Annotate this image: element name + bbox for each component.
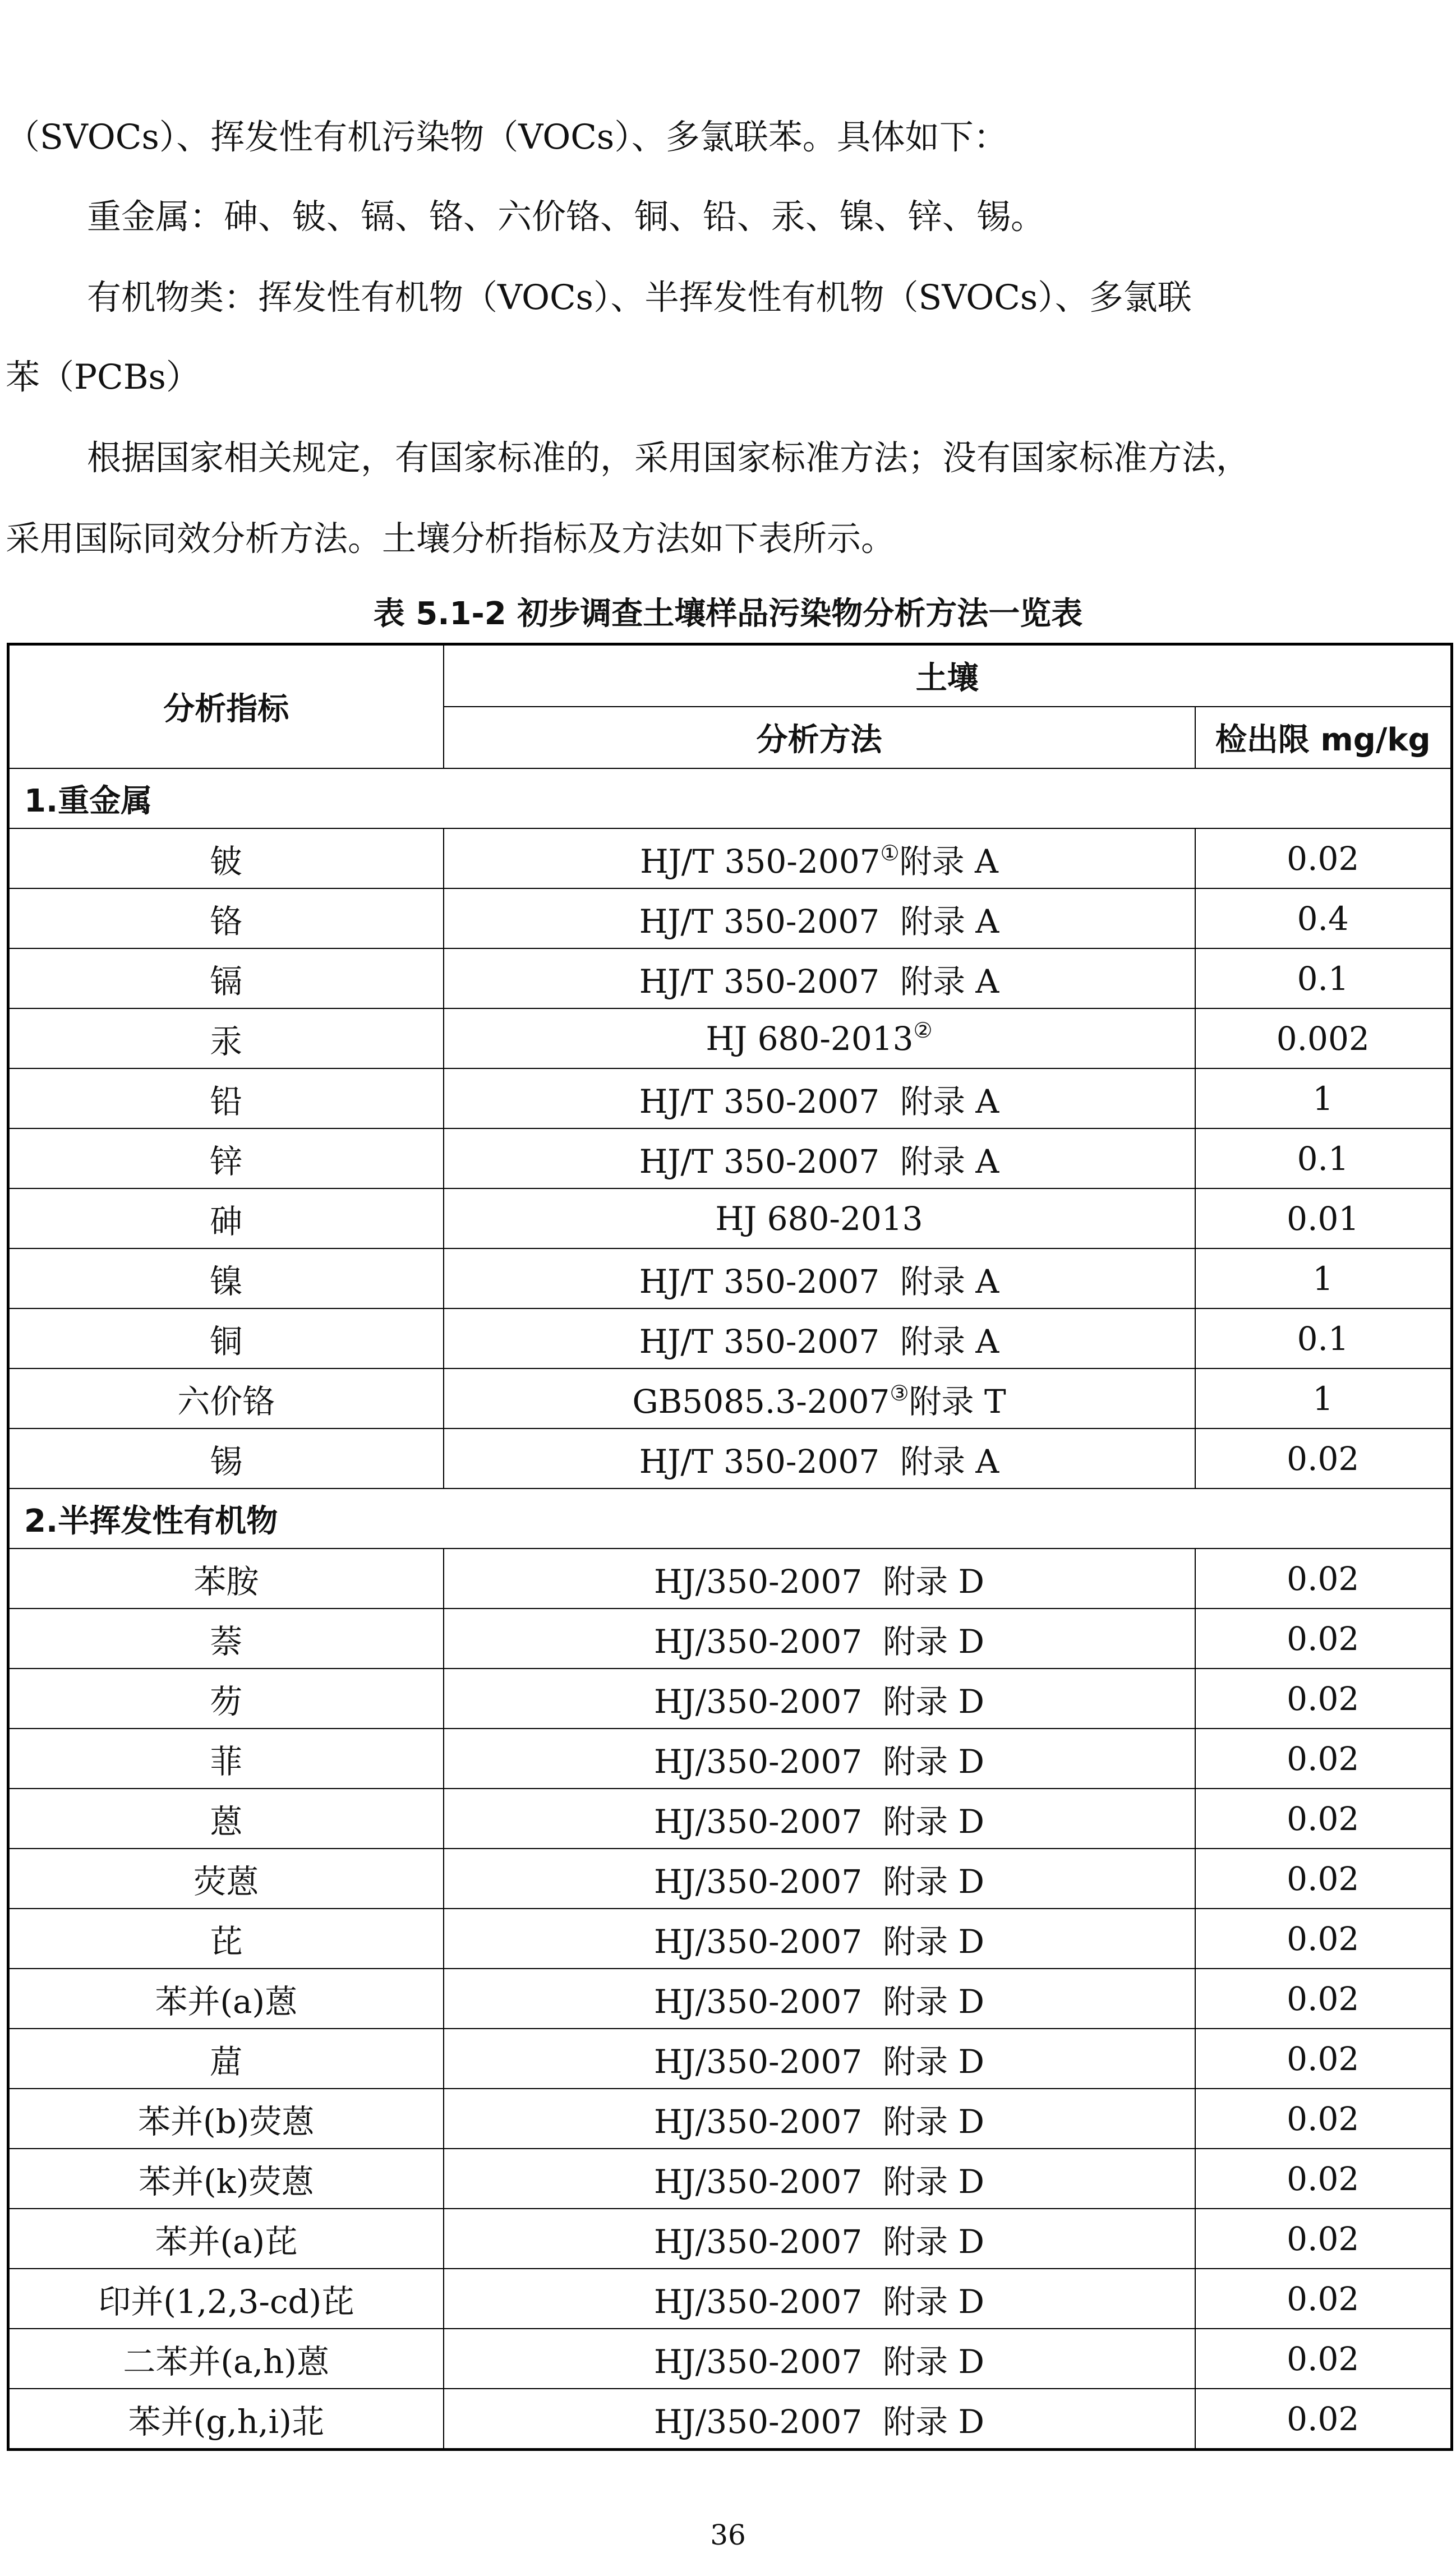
method-appendix: 附录 A — [899, 842, 998, 881]
method-standard: GB5085.3-2007 — [632, 1382, 890, 1421]
section-row — [8, 1488, 1452, 1549]
detection-limit-cell: 0.002 — [1195, 1008, 1452, 1068]
method-standard: HJ/T 350-2007 — [639, 1142, 880, 1181]
indicator-cell: 蒽 — [8, 1789, 444, 1849]
method-appendix: 附录 D — [883, 2402, 985, 2441]
table-row — [8, 1729, 1452, 1789]
method-appendix: 附录 D — [883, 1682, 985, 1721]
detection-limit-cell: 0.02 — [1195, 2269, 1452, 2329]
method-cell — [444, 1969, 1195, 2029]
method-cell — [444, 2209, 1195, 2269]
method-standard: HJ/350-2007 — [653, 2042, 863, 2081]
table-row — [8, 1428, 1452, 1488]
method-cell — [444, 2089, 1195, 2149]
indicator-cell: 苯并(b)荧蒽 — [8, 2089, 444, 2149]
method-cell — [444, 1609, 1195, 1669]
detection-limit-cell: 0.02 — [1195, 828, 1452, 888]
table-row — [8, 2209, 1452, 2269]
indicator-cell: 六价铬 — [8, 1368, 444, 1428]
method-cell — [444, 2029, 1195, 2089]
method-appendix: 附录 A — [900, 1442, 999, 1481]
table-row — [8, 1849, 1452, 1909]
method-standard: HJ 680-2013 — [715, 1199, 923, 1238]
method-appendix: 附录 D — [883, 1922, 985, 1961]
indicator-cell: 汞 — [8, 1008, 444, 1068]
method-cell — [444, 1789, 1195, 1849]
table-row — [8, 2329, 1452, 2389]
detection-limit-cell: 0.02 — [1195, 1549, 1452, 1609]
method-appendix: 附录 D — [883, 1622, 985, 1661]
indicator-cell: 苯并(k)荧蒽 — [8, 2149, 444, 2209]
method-cell — [444, 1008, 1195, 1068]
table-row — [8, 1008, 1452, 1068]
paragraph-standards-line1: 根据国家相关规定，有国家标准的，采用国家标准方法；没有国家标准方法， — [87, 438, 1251, 478]
indicator-cell: 芴 — [8, 1669, 444, 1729]
method-appendix: 附录 D — [883, 2042, 985, 2081]
method-standard: HJ/350-2007 — [653, 2162, 863, 2201]
method-appendix: 附录 A — [900, 1082, 999, 1121]
method-cell — [444, 1368, 1195, 1428]
indicator-cell: 锡 — [8, 1428, 444, 1488]
indicator-cell: 苯并(g,h,i)苝 — [8, 2389, 444, 2450]
detection-limit-cell: 1 — [1195, 1368, 1452, 1428]
method-appendix: 附录 D — [883, 2342, 985, 2381]
table-row — [8, 2269, 1452, 2329]
indicator-cell: 䓛 — [8, 2029, 444, 2089]
detection-limit-cell: 0.02 — [1195, 1428, 1452, 1488]
indicator-cell: 二苯并(a,h)蒽 — [8, 2329, 444, 2389]
paragraph-continuation: （SVOCs）、挥发性有机污染物（VOCs）、多氯联苯。具体如下： — [6, 117, 1008, 157]
method-appendix: 附录 D — [883, 2102, 985, 2141]
detection-limit-cell: 0.02 — [1195, 1729, 1452, 1789]
indicator-cell: 芘 — [8, 1909, 444, 1969]
table-row — [8, 948, 1452, 1008]
method-appendix: 附录 A — [900, 902, 999, 941]
detection-limit-cell: 0.02 — [1195, 1669, 1452, 1729]
page-number: 36 — [710, 2519, 746, 2551]
indicator-cell: 苯并(a)芘 — [8, 2209, 444, 2269]
method-standard: HJ/350-2007 — [653, 2102, 863, 2141]
table-row — [8, 1308, 1452, 1368]
method-appendix: 附录 A — [900, 1322, 999, 1361]
method-standard: HJ/T 350-2007 — [639, 1442, 880, 1481]
table-row — [8, 2149, 1452, 2209]
table-row — [8, 828, 1452, 888]
method-cell — [444, 2149, 1195, 2209]
detection-limit-cell: 0.01 — [1195, 1188, 1452, 1248]
method-cell — [444, 1909, 1195, 1969]
detection-limit-cell: 0.1 — [1195, 948, 1452, 1008]
table-row — [8, 1669, 1452, 1729]
table-row — [8, 2089, 1452, 2149]
detection-limit-cell: 0.02 — [1195, 1789, 1452, 1849]
method-cell — [444, 1188, 1195, 1248]
indicator-cell: 萘 — [8, 1609, 444, 1669]
table-row — [8, 2029, 1452, 2089]
method-cell — [444, 2269, 1195, 2329]
method-cell — [444, 1308, 1195, 1368]
detection-limit-cell: 0.1 — [1195, 1128, 1452, 1188]
header-method: 分析方法 — [444, 707, 1195, 768]
detection-limit-cell: 0.02 — [1195, 1909, 1452, 1969]
method-appendix: 附录 D — [883, 1802, 985, 1841]
method-appendix: 附录 A — [900, 1262, 999, 1301]
method-standard: HJ 680-2013 — [706, 1019, 914, 1058]
indicator-cell: 砷 — [8, 1188, 444, 1248]
table-row — [8, 1128, 1452, 1188]
table-row — [8, 1909, 1452, 1969]
paragraph-standards-line2: 采用国际同效分析方法。土壤分析指标及方法如下表所示。 — [6, 519, 896, 559]
detection-limit-cell: 1 — [1195, 1068, 1452, 1128]
detection-limit-cell: 0.02 — [1195, 2389, 1452, 2450]
method-appendix: 附录 D — [883, 1982, 985, 2021]
paragraph-organics-line1: 有机物类：挥发性有机物（VOCs）、半挥发性有机物（SVOCs）、多氯联 — [87, 278, 1192, 317]
paragraph-organics-line2: 苯（PCBs） — [6, 357, 200, 397]
detection-limit-cell: 0.1 — [1195, 1308, 1452, 1368]
method-standard: HJ/T 350-2007 — [639, 1322, 880, 1361]
method-cell — [444, 948, 1195, 1008]
section-title: 1.重金属 — [8, 768, 1452, 828]
method-appendix: 附录 D — [883, 2222, 985, 2261]
method-standard: HJ/350-2007 — [653, 1862, 863, 1901]
soil-analysis-table — [7, 643, 1453, 2451]
indicator-cell: 荧蒽 — [8, 1849, 444, 1909]
indicator-cell: 铍 — [8, 828, 444, 888]
detection-limit-cell: 0.02 — [1195, 1609, 1452, 1669]
method-appendix: 附录 D — [883, 1562, 985, 1601]
method-appendix: 附录 A — [900, 962, 999, 1001]
indicator-cell: 铅 — [8, 1068, 444, 1128]
table-row — [8, 1188, 1452, 1248]
footnote-marker: ① — [880, 840, 900, 865]
method-standard: HJ/350-2007 — [653, 1982, 863, 2021]
indicator-cell: 镍 — [8, 1248, 444, 1308]
method-appendix: 附录 D — [883, 2282, 985, 2321]
method-appendix: 附录 T — [909, 1382, 1006, 1421]
table-row — [8, 1368, 1452, 1428]
method-standard: HJ/T 350-2007 — [639, 1082, 880, 1121]
method-cell — [444, 1428, 1195, 1488]
method-cell — [444, 1549, 1195, 1609]
section-title: 2.半挥发性有机物 — [8, 1488, 1452, 1549]
header-indicator: 分析指标 — [8, 644, 444, 769]
section-row — [8, 768, 1452, 828]
detection-limit-cell: 1 — [1195, 1248, 1452, 1308]
method-cell — [444, 2389, 1195, 2450]
method-appendix: 附录 D — [883, 1742, 985, 1781]
method-cell — [444, 2329, 1195, 2389]
method-cell — [444, 1248, 1195, 1308]
method-appendix: 附录 D — [883, 2162, 985, 2201]
method-appendix: 附录 A — [900, 1142, 999, 1181]
table-row — [8, 1969, 1452, 2029]
indicator-cell: 锌 — [8, 1128, 444, 1188]
table-row — [8, 1068, 1452, 1128]
method-cell — [444, 1669, 1195, 1729]
indicator-cell: 铜 — [8, 1308, 444, 1368]
method-standard: HJ/350-2007 — [653, 1802, 863, 1841]
indicator-cell: 镉 — [8, 948, 444, 1008]
paragraph-heavy-metals: 重金属：砷、铍、镉、铬、六价铬、铜、铅、汞、镍、锌、锡。 — [87, 197, 1045, 237]
method-cell — [444, 1128, 1195, 1188]
method-standard: HJ/T 350-2007 — [639, 962, 880, 1001]
method-cell — [444, 1849, 1195, 1909]
method-cell — [444, 1068, 1195, 1128]
detection-limit-cell: 0.02 — [1195, 2029, 1452, 2089]
footnote-marker: ② — [913, 1017, 933, 1043]
detection-limit-cell: 0.02 — [1195, 2329, 1452, 2389]
table-row — [8, 1248, 1452, 1308]
table-row — [8, 1549, 1452, 1609]
table-row — [8, 1789, 1452, 1849]
method-standard: HJ/350-2007 — [653, 2282, 863, 2321]
method-standard: HJ/350-2007 — [653, 2402, 863, 2441]
method-standard: HJ/T 350-2007 — [639, 1262, 880, 1301]
method-standard: HJ/T 350-2007 — [640, 842, 881, 881]
detection-limit-cell: 0.02 — [1195, 2209, 1452, 2269]
table-row — [8, 2389, 1452, 2450]
method-cell — [444, 888, 1195, 948]
table-caption: 表 5.1-2 初步调查土壤样品污染物分析方法一览表 — [373, 596, 1083, 632]
detection-limit-cell: 0.02 — [1195, 2089, 1452, 2149]
method-cell — [444, 1729, 1195, 1789]
method-standard: HJ/350-2007 — [653, 1562, 863, 1601]
method-standard: HJ/350-2007 — [653, 2222, 863, 2261]
indicator-cell: 铬 — [8, 888, 444, 948]
method-appendix: 附录 D — [883, 1862, 985, 1901]
footnote-marker: ③ — [890, 1380, 909, 1405]
detection-limit-cell: 0.02 — [1195, 1969, 1452, 2029]
indicator-cell: 印并(1,2,3-cd)芘 — [8, 2269, 444, 2329]
method-standard: HJ/T 350-2007 — [639, 902, 880, 941]
method-standard: HJ/350-2007 — [653, 1742, 863, 1781]
table-row — [8, 1609, 1452, 1669]
method-standard: HJ/350-2007 — [653, 2342, 863, 2381]
detection-limit-cell: 0.02 — [1195, 2149, 1452, 2209]
header-detection-limit: 检出限 mg/kg — [1195, 707, 1452, 768]
indicator-cell: 苯胺 — [8, 1549, 444, 1609]
method-standard: HJ/350-2007 — [653, 1622, 863, 1661]
method-standard: HJ/350-2007 — [653, 1922, 863, 1961]
method-cell — [444, 828, 1195, 888]
indicator-cell: 苯并(a)蒽 — [8, 1969, 444, 2029]
header-soil: 土壤 — [444, 644, 1452, 707]
detection-limit-cell: 0.4 — [1195, 888, 1452, 948]
indicator-cell: 菲 — [8, 1729, 444, 1789]
header-row-1 — [8, 644, 1452, 707]
table-row — [8, 888, 1452, 948]
detection-limit-cell: 0.02 — [1195, 1849, 1452, 1909]
method-standard: HJ/350-2007 — [653, 1682, 863, 1721]
